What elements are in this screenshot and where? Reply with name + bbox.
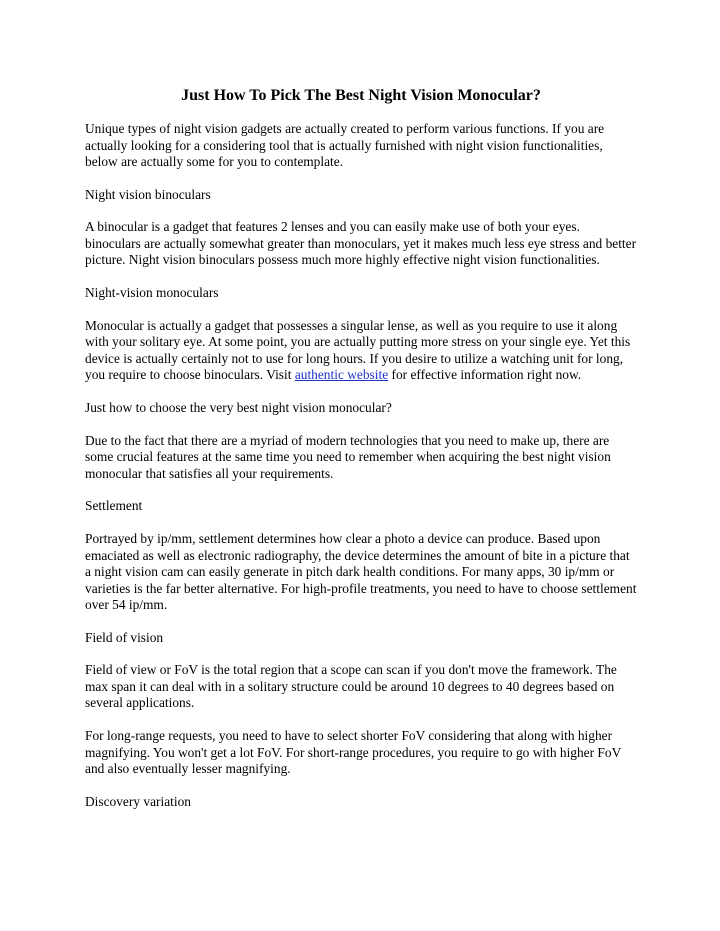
document-title: Just How To Pick The Best Night Vision Monocular? xyxy=(181,87,541,104)
heading-choose-monocular: Just how to choose the very best night vision monocular? xyxy=(85,399,392,415)
heading-settlement: Settlement xyxy=(85,498,143,514)
document-page xyxy=(85,86,637,826)
choose-paragraph: Due to the fact that there are a myriad of modern technologies that you need to make up, there are some crucial features at the same time you need to remember when acquiring the best night vision monocular that satisfies all your requirements. xyxy=(85,432,611,481)
heading-night-vision-binoculars: Night vision binoculars xyxy=(85,186,211,202)
monoculars-text-after-link: for effective information right now. xyxy=(388,367,582,383)
heading-discovery-variation: Discovery variation xyxy=(85,793,191,809)
heading-field-of-vision: Field of vision xyxy=(85,629,164,645)
heading-night-vision-monoculars: Night-vision monoculars xyxy=(85,285,219,301)
fov-paragraph-1: Field of view or FoV is the total region that a scope can scan if you don't move the framework. The max span it can deal with in a solitary structure could be around 10 degrees to 40 degrees based on several applications. xyxy=(85,662,617,711)
monoculars-paragraph xyxy=(85,318,637,384)
monoculars-text-before-link: Monocular is actually a gadget that possesses a singular lense, as well as you require to use it along with your solitary eye. At some point, you are actually putting more stress on your single eye. Yet this device is actually certainly not to use for long hours. If you desire to utilize a watching unit for long, you require to choose binoculars. Visit xyxy=(85,317,631,383)
fov-paragraph-2: For long-range requests, you need to have to select shorter FoV considering that along with higher magnifying. You won't get a lot FoV. For short-range procedures, you require to go with higher FoV and also eventually lesser magnifying. xyxy=(85,728,621,777)
authentic-website-link[interactable]: authentic website xyxy=(294,367,389,383)
intro-paragraph: Unique types of night vision gadgets are actually created to perform various functions. If you are actually looking for a considering tool that is actually furnished with night vision functionalities, below are actually some for you to contemplate. xyxy=(85,121,605,169)
settlement-paragraph: Portrayed by ip/mm, settlement determines how clear a photo a device can produce. Based upon emaciated as well as electronic radiography, the device determines the amount of bite in a picture that a night vision cam can easily generate in pitch dark health conditions. For many apps, 30 ip/mm or varieties is the far better alternative. For high-profile treatments, you need to have to choose settlement over 54 ip/mm. xyxy=(85,531,637,612)
binoculars-paragraph: A binocular is a gadget that features 2 lenses and you can easily make use of both your eyes. binoculars are actually somewhat greater than monoculars, yet it makes much less eye stress and better picture. Night vision binoculars possess much more highly effective night vision functionalities. xyxy=(85,219,637,268)
